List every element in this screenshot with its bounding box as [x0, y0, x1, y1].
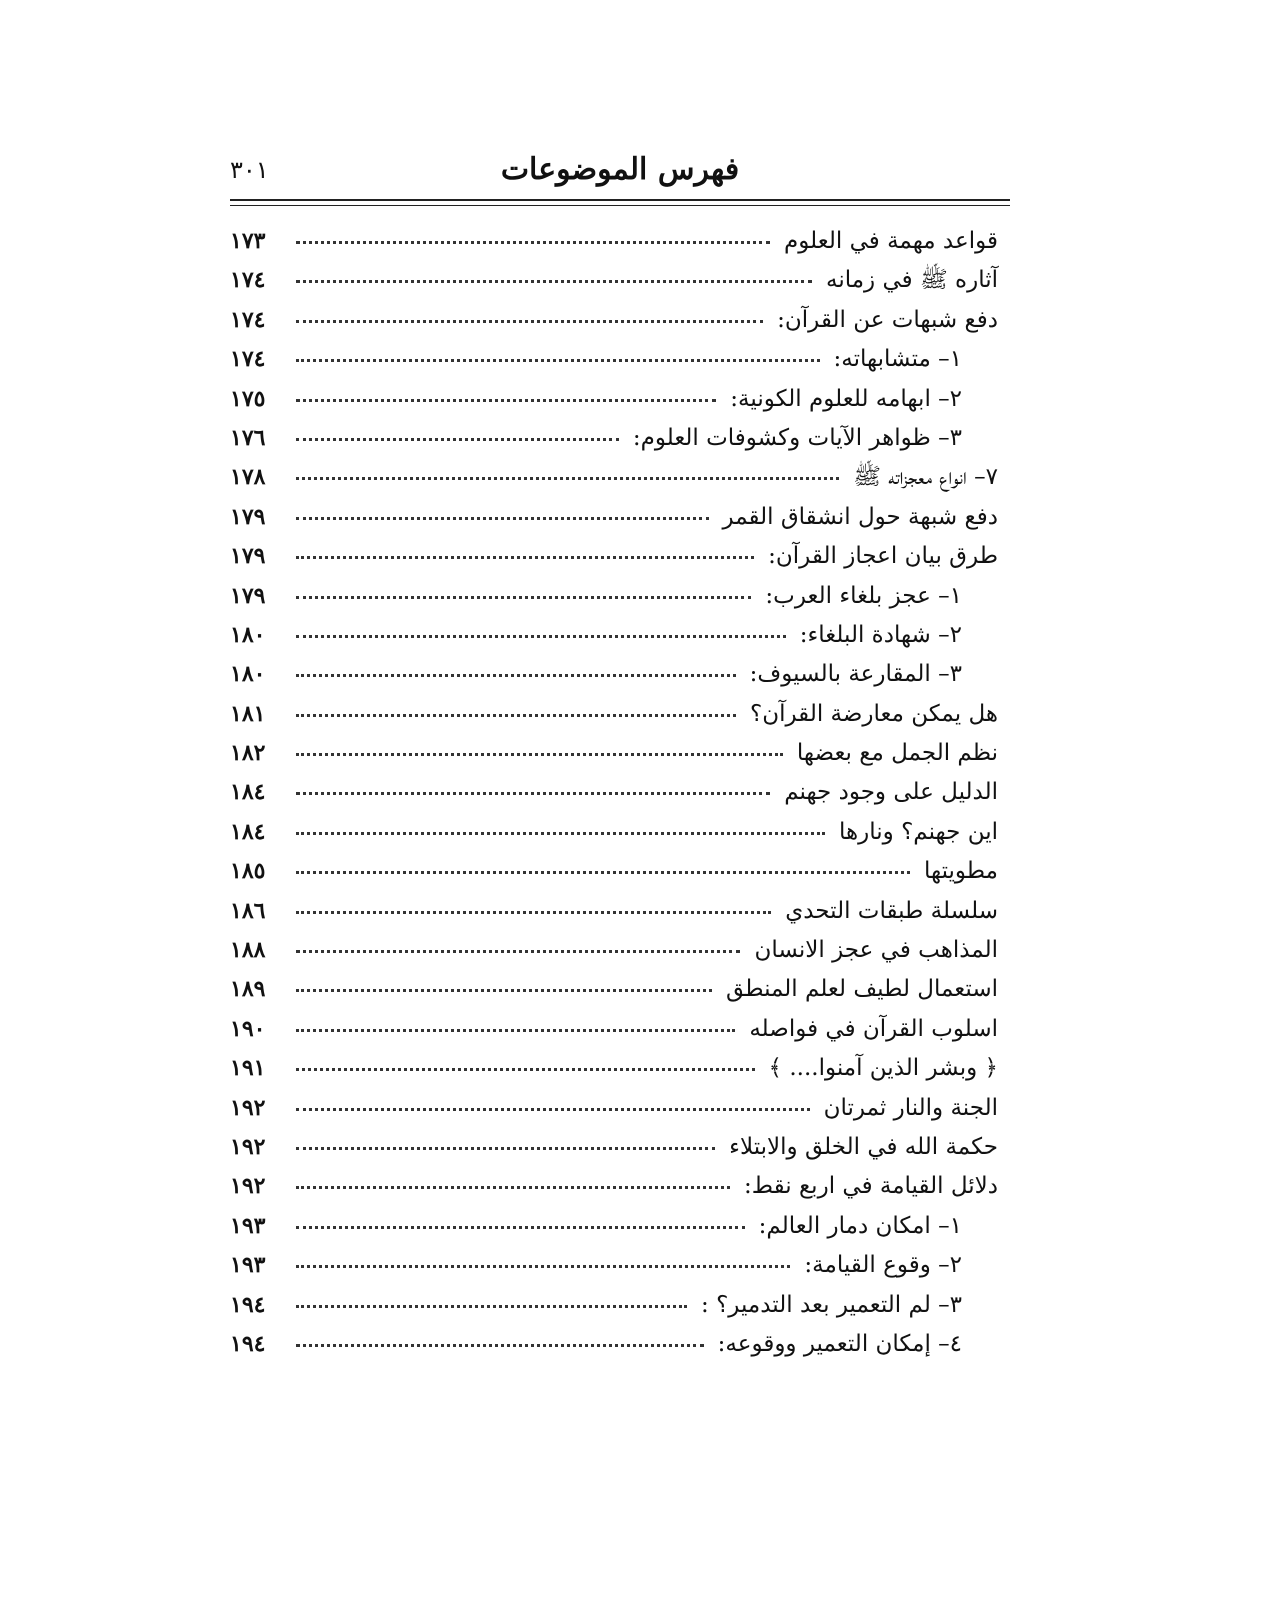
toc-entry-page: ١٨٠: [230, 661, 266, 688]
dot-leader: [296, 279, 812, 283]
toc-entry-page: ١٨٢: [230, 740, 266, 767]
toc-entry: [230, 1286, 998, 1325]
toc-entry-title: ١– عجز بلغاء العرب:: [765, 582, 962, 609]
toc-entry: [230, 773, 998, 812]
toc-entry: [230, 577, 998, 616]
dot-leader: [296, 949, 740, 953]
toc-entry: [230, 340, 998, 379]
toc-entry-title: ١– امكان دمار العالم:: [758, 1212, 962, 1239]
toc-entry-page: ١٨٦: [230, 897, 266, 924]
toc-entry: [230, 813, 998, 852]
toc-entry-title: ٧– انواع معجزاته ﷺ: [853, 464, 998, 491]
toc-entry: [230, 734, 998, 773]
page-title: فهرس الموضوعات: [500, 152, 740, 187]
toc-entry-title: ٣– المقارعة بالسيوف:: [749, 661, 962, 688]
toc-entry: [230, 1128, 998, 1167]
toc-entry-title: ٢– شهادة البلغاء:: [799, 621, 962, 648]
toc-entry-title: سلسلة طبقات التحدي: [785, 897, 998, 924]
dot-leader: [296, 752, 783, 756]
toc-entry: [230, 458, 998, 497]
table-of-contents: [230, 222, 998, 1364]
toc-entry-title: استعمال لطيف لعلم المنطق: [726, 976, 998, 1003]
page-header: [230, 150, 1010, 192]
dot-leader: [296, 1264, 790, 1268]
toc-entry-page: ١٧٤: [230, 346, 266, 373]
toc-entry: [230, 1246, 998, 1285]
toc-entry-title: المذاهب في عجز الانسان: [754, 937, 998, 964]
dot-leader: [296, 910, 771, 914]
toc-entry: [230, 261, 998, 300]
dot-leader: [296, 555, 754, 559]
toc-entry-page: ١٩٢: [230, 1133, 266, 1160]
toc-entry-page: ١٧٩: [230, 582, 266, 609]
toc-entry-page: ١٧٤: [230, 306, 266, 333]
dot-leader: [296, 1067, 755, 1071]
dot-leader: [296, 595, 751, 599]
dot-leader: [296, 673, 736, 677]
dot-leader: [296, 1304, 687, 1308]
toc-entry: [230, 380, 998, 419]
page-number: ٣٠١: [230, 156, 269, 184]
toc-entry-title: دفع شبهة حول انشقاق القمر: [722, 503, 998, 530]
toc-entry-page: ١٩٢: [230, 1173, 266, 1200]
dot-leader: [296, 1146, 715, 1150]
toc-entry-title: دفع شبهات عن القرآن:: [777, 306, 998, 333]
toc-entry-page: ١٨٨: [230, 937, 266, 964]
toc-entry-page: ١٩٣: [230, 1212, 266, 1239]
toc-entry: [230, 1010, 998, 1049]
toc-entry-page: ١٩١: [230, 1055, 266, 1082]
dot-leader: [296, 1028, 735, 1032]
toc-entry: [230, 498, 998, 537]
toc-entry: [230, 301, 998, 340]
dot-leader: [296, 831, 825, 835]
dot-leader: [296, 1185, 730, 1189]
toc-entry-page: ١٧٩: [230, 543, 266, 570]
toc-entry-page: ١٩٠: [230, 1015, 266, 1042]
toc-entry-page: ١٧٦: [230, 424, 266, 451]
toc-entry-title: قواعد مهمة في العلوم: [784, 228, 998, 254]
toc-entry-page: ١٧٥: [230, 385, 266, 412]
dot-leader: [296, 988, 712, 992]
toc-entry: [230, 1089, 998, 1128]
dot-leader: [296, 240, 770, 244]
toc-entry-page: ١٨٤: [230, 818, 266, 845]
toc-entry: [230, 616, 998, 655]
header-rule-thin: [230, 205, 1010, 206]
toc-entry-title: نظم الجمل مع بعضها: [796, 740, 998, 767]
toc-entry-title: الدليل على وجود جهنم: [784, 779, 998, 806]
dot-leader: [296, 476, 839, 480]
toc-entry-page: ١٨٥: [230, 858, 266, 885]
toc-entry-title: ٤– إمكان التعمير ووقوعه:: [717, 1330, 962, 1357]
dot-leader: [296, 713, 736, 717]
toc-entry-title: الجنة والنار ثمرتان: [823, 1094, 998, 1121]
toc-entry: [230, 1049, 998, 1088]
dot-leader: [296, 358, 820, 362]
toc-entry-title: ١– متشابهاته:: [833, 346, 962, 373]
toc-entry-title: اين جهنم؟ ونارها: [839, 818, 998, 845]
toc-entry-title: حكمة الله في الخلق والابتلاء: [729, 1133, 998, 1160]
dot-leader: [296, 437, 619, 441]
toc-entry-page: ١٨١: [230, 700, 266, 727]
toc-entry: [230, 1207, 998, 1246]
toc-entry-page: ١٧٩: [230, 503, 266, 530]
toc-entry-title: ﴿ وبشر الذين آمنوا.... ﴾: [768, 1055, 998, 1082]
toc-entry-page: ١٨٩: [230, 976, 266, 1003]
dot-leader: [296, 516, 709, 520]
toc-entry-page: ١٩٤: [230, 1330, 266, 1357]
toc-entry-page: ١٨٤: [230, 779, 266, 806]
toc-entry: [230, 537, 998, 576]
toc-entry-title: ٣– ظواهر الآيات وكشوفات العلوم:: [632, 424, 962, 451]
toc-entry-page: ١٩٢: [230, 1094, 266, 1121]
toc-entry-page: ١٧٨: [230, 464, 266, 491]
toc-entry-title: آثاره ﷺ في زمانه: [825, 267, 998, 294]
toc-entry: [230, 655, 998, 694]
toc-entry: [230, 931, 998, 970]
toc-entry: [230, 970, 998, 1009]
toc-entry-title: ٢– ابهامه للعلوم الكونية:: [730, 385, 962, 412]
header-rule-thick: [230, 199, 1010, 201]
toc-entry: [230, 1167, 998, 1206]
toc-entry-title: هل يمكن معارضة القرآن؟: [750, 700, 998, 727]
toc-entry: [230, 1325, 998, 1364]
toc-entry-title: اسلوب القرآن في فواصله: [749, 1015, 998, 1042]
toc-entry-title: دلائل القيامة في اربع نقط:: [744, 1173, 998, 1200]
toc-entry-page: ١٨٠: [230, 621, 266, 648]
toc-entry-page: ١٧٤: [230, 267, 266, 294]
toc-entry-title: ٢– وقوع القيامة:: [804, 1252, 962, 1279]
toc-entry: [230, 852, 998, 891]
toc-entry: [230, 222, 998, 261]
dot-leader: [296, 791, 770, 795]
dot-leader: [296, 1343, 704, 1347]
dot-leader: [296, 1225, 745, 1229]
toc-entry-title: طرق بيان اعجاز القرآن:: [768, 543, 998, 570]
dot-leader: [296, 870, 910, 874]
toc-entry-title: ٣– لم التعمير بعد التدمير؟ :: [701, 1291, 962, 1318]
dot-leader: [296, 1107, 810, 1111]
toc-entry: [230, 892, 998, 931]
dot-leader: [296, 319, 763, 323]
dot-leader: [296, 634, 786, 638]
toc-entry-page: ١٩٤: [230, 1291, 266, 1318]
toc-entry-title: مطويتها: [923, 858, 998, 885]
dot-leader: [296, 398, 716, 402]
toc-entry-page: ١٩٣: [230, 1252, 266, 1279]
toc-entry: [230, 695, 998, 734]
toc-entry: [230, 419, 998, 458]
toc-entry-page: ١٧٣: [230, 228, 266, 254]
